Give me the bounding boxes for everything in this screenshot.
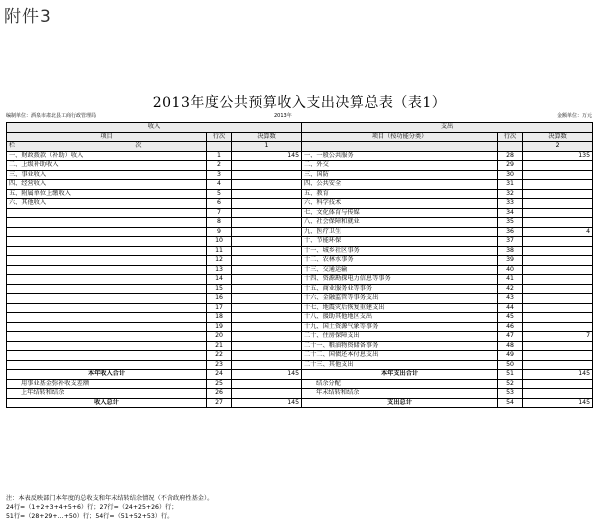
col-header-item-exp: 项目（按功能分类） bbox=[302, 132, 498, 142]
column-header-row bbox=[7, 132, 593, 142]
expense-amount bbox=[523, 208, 593, 218]
table-row bbox=[7, 313, 593, 323]
income-total-item: 收入总计 bbox=[7, 398, 207, 408]
expense-item: 二十二、国债还本付息支出 bbox=[302, 351, 498, 361]
income-item bbox=[7, 284, 207, 294]
expense-amount bbox=[523, 322, 593, 332]
year-label: 2013年 bbox=[274, 113, 292, 119]
income-item bbox=[7, 332, 207, 342]
income-amount bbox=[232, 322, 302, 332]
expense-item: 十八、援助其他地区支出 bbox=[302, 313, 498, 323]
expense-line: 37 bbox=[498, 237, 523, 247]
col-index-2: 2 bbox=[523, 142, 593, 152]
table-row bbox=[7, 303, 593, 313]
expense-item: 二十三、其他支出 bbox=[302, 360, 498, 370]
income-line: 3 bbox=[207, 170, 232, 180]
expense-total-item: 年末结转和结余 bbox=[302, 389, 498, 399]
income-line: 13 bbox=[207, 265, 232, 275]
expense-line: 44 bbox=[498, 303, 523, 313]
table-row bbox=[7, 170, 593, 180]
income-amount bbox=[232, 332, 302, 342]
col-header-line: 行次 bbox=[207, 132, 232, 142]
table-row bbox=[7, 256, 593, 266]
note-line: 51行=（28+29+…+50）行；54行=（51+52+53）行。 bbox=[6, 513, 174, 520]
expense-item: 二、外交 bbox=[302, 161, 498, 171]
income-total-amount: 145 bbox=[232, 398, 302, 408]
expense-section-header: 支出 bbox=[302, 123, 593, 133]
income-amount bbox=[232, 303, 302, 313]
expense-amount bbox=[523, 360, 593, 370]
expense-total-item: 本年支出合计 bbox=[302, 370, 498, 380]
expense-line: 33 bbox=[498, 199, 523, 209]
expense-item: 五、教育 bbox=[302, 189, 498, 199]
expense-total-line: 53 bbox=[498, 389, 523, 399]
expense-line: 41 bbox=[498, 275, 523, 285]
table-row bbox=[7, 180, 593, 190]
expense-line: 34 bbox=[498, 208, 523, 218]
income-item bbox=[7, 218, 207, 228]
income-total-line: 25 bbox=[207, 379, 232, 389]
total-row bbox=[7, 379, 593, 389]
income-item: 二、上级补助收入 bbox=[7, 161, 207, 171]
income-amount bbox=[232, 227, 302, 237]
income-line: 6 bbox=[207, 199, 232, 209]
expense-item: 十九、国土资源气象等事务 bbox=[302, 322, 498, 332]
attachment-label: 附件3 bbox=[4, 7, 52, 27]
income-total-item: 上年结转和结余 bbox=[7, 389, 207, 399]
currency-label: 金额单位：万元 bbox=[556, 113, 592, 119]
col-index-blank bbox=[302, 142, 498, 152]
income-total-item: 本年收入合计 bbox=[7, 370, 207, 380]
table-row bbox=[7, 151, 593, 161]
expense-item: 十四、资源勘探电力信息等事务 bbox=[302, 275, 498, 285]
table-row bbox=[7, 227, 593, 237]
expense-line: 38 bbox=[498, 246, 523, 256]
income-amount bbox=[232, 189, 302, 199]
income-line: 22 bbox=[207, 351, 232, 361]
income-line: 5 bbox=[207, 189, 232, 199]
income-amount bbox=[232, 284, 302, 294]
notes bbox=[6, 494, 213, 521]
table-row bbox=[7, 246, 593, 256]
income-line: 19 bbox=[207, 322, 232, 332]
expense-item: 七、文化体育与传媒 bbox=[302, 208, 498, 218]
income-amount bbox=[232, 360, 302, 370]
expense-item: 一、一般公共服务 bbox=[302, 151, 498, 161]
expense-amount bbox=[523, 180, 593, 190]
income-amount bbox=[232, 265, 302, 275]
income-line: 17 bbox=[207, 303, 232, 313]
income-amount bbox=[232, 161, 302, 171]
expense-total-amount: 145 bbox=[523, 398, 593, 408]
expense-amount: 4 bbox=[523, 227, 593, 237]
expense-amount bbox=[523, 237, 593, 247]
income-amount bbox=[232, 246, 302, 256]
table-row bbox=[7, 208, 593, 218]
expense-item: 十三、交通运输 bbox=[302, 265, 498, 275]
col-header-line-exp: 行次 bbox=[498, 132, 523, 142]
income-item bbox=[7, 351, 207, 361]
income-item bbox=[7, 265, 207, 275]
income-item bbox=[7, 313, 207, 323]
expense-line: 40 bbox=[498, 265, 523, 275]
expense-line: 28 bbox=[498, 151, 523, 161]
income-line: 11 bbox=[207, 246, 232, 256]
income-total-line: 24 bbox=[207, 370, 232, 380]
income-total-item: 用事业基金弥补收支差额 bbox=[7, 379, 207, 389]
income-line: 20 bbox=[207, 332, 232, 342]
col-sub-right: 次 bbox=[135, 142, 142, 149]
expense-item: 十六、金融监管等事务支出 bbox=[302, 294, 498, 304]
expense-total-amount: 145 bbox=[523, 370, 593, 380]
expense-item: 十、节能环保 bbox=[302, 237, 498, 247]
expense-amount bbox=[523, 189, 593, 199]
table-row bbox=[7, 360, 593, 370]
expense-item: 四、公共安全 bbox=[302, 180, 498, 190]
expense-amount bbox=[523, 246, 593, 256]
col-index-blank bbox=[207, 142, 232, 152]
expense-amount bbox=[523, 265, 593, 275]
col-index-blank bbox=[498, 142, 523, 152]
income-line: 4 bbox=[207, 180, 232, 190]
income-item: 五、附属单位上缴收入 bbox=[7, 189, 207, 199]
income-line: 10 bbox=[207, 237, 232, 247]
table-row bbox=[7, 294, 593, 304]
income-line: 1 bbox=[207, 151, 232, 161]
income-item bbox=[7, 341, 207, 351]
expense-item: 十五、商业服务业等事务 bbox=[302, 284, 498, 294]
income-amount bbox=[232, 208, 302, 218]
expense-line: 49 bbox=[498, 351, 523, 361]
income-line: 16 bbox=[207, 294, 232, 304]
col-index-1: 1 bbox=[232, 142, 302, 152]
expense-item: 三、国防 bbox=[302, 170, 498, 180]
total-row bbox=[7, 389, 593, 399]
col-header-amount-exp: 决算数 bbox=[523, 132, 593, 142]
expense-line: 39 bbox=[498, 256, 523, 266]
expense-item: 九、医疗卫生 bbox=[302, 227, 498, 237]
income-item bbox=[7, 256, 207, 266]
expense-total-amount bbox=[523, 389, 593, 399]
expense-amount bbox=[523, 199, 593, 209]
income-amount bbox=[232, 218, 302, 228]
expense-line: 29 bbox=[498, 161, 523, 171]
income-item bbox=[7, 208, 207, 218]
income-line: 12 bbox=[207, 256, 232, 266]
income-line: 23 bbox=[207, 360, 232, 370]
table-row bbox=[7, 322, 593, 332]
table-row bbox=[7, 351, 593, 361]
table-row bbox=[7, 189, 593, 199]
income-item bbox=[7, 322, 207, 332]
income-total-line: 27 bbox=[207, 398, 232, 408]
expense-item: 二十、住房保障支出 bbox=[302, 332, 498, 342]
income-amount bbox=[232, 341, 302, 351]
income-item bbox=[7, 227, 207, 237]
section-header-row bbox=[7, 123, 593, 133]
income-line: 18 bbox=[207, 313, 232, 323]
income-item bbox=[7, 360, 207, 370]
expense-total-line: 51 bbox=[498, 370, 523, 380]
expense-line: 50 bbox=[498, 360, 523, 370]
expense-amount: 135 bbox=[523, 151, 593, 161]
income-amount bbox=[232, 351, 302, 361]
expense-amount bbox=[523, 284, 593, 294]
income-total-line: 26 bbox=[207, 389, 232, 399]
table-row bbox=[7, 199, 593, 209]
expense-line: 32 bbox=[498, 189, 523, 199]
income-line: 21 bbox=[207, 341, 232, 351]
expense-line: 43 bbox=[498, 294, 523, 304]
expense-line: 42 bbox=[498, 284, 523, 294]
income-amount bbox=[232, 275, 302, 285]
expense-line: 47 bbox=[498, 332, 523, 342]
income-item: 三、事业收入 bbox=[7, 170, 207, 180]
expense-item: 八、社会保障和就业 bbox=[302, 218, 498, 228]
income-item bbox=[7, 275, 207, 285]
expense-amount bbox=[523, 351, 593, 361]
page-title: 2013年度公共预算收入支出决算总表（表1） bbox=[152, 95, 447, 111]
income-total-amount bbox=[232, 389, 302, 399]
expense-line: 36 bbox=[498, 227, 523, 237]
income-item bbox=[7, 294, 207, 304]
income-line: 14 bbox=[207, 275, 232, 285]
income-line: 8 bbox=[207, 218, 232, 228]
income-item bbox=[7, 237, 207, 247]
table-row bbox=[7, 275, 593, 285]
table-row bbox=[7, 218, 593, 228]
expense-item: 六、科学技术 bbox=[302, 199, 498, 209]
expense-item: 二十一、粮油物资储备事务 bbox=[302, 341, 498, 351]
col-header-amount: 决算数 bbox=[232, 132, 302, 142]
expense-amount bbox=[523, 294, 593, 304]
expense-total-amount bbox=[523, 379, 593, 389]
income-line: 7 bbox=[207, 208, 232, 218]
income-total-amount: 145 bbox=[232, 370, 302, 380]
income-line: 9 bbox=[207, 227, 232, 237]
budget-table bbox=[6, 122, 593, 408]
income-item bbox=[7, 246, 207, 256]
income-amount bbox=[232, 237, 302, 247]
col-index-label bbox=[7, 142, 207, 152]
income-amount bbox=[232, 199, 302, 209]
expense-total-line: 52 bbox=[498, 379, 523, 389]
income-amount bbox=[232, 180, 302, 190]
expense-amount bbox=[523, 170, 593, 180]
expense-item: 十一、城乡社区事务 bbox=[302, 246, 498, 256]
income-amount: 145 bbox=[232, 151, 302, 161]
unit-label: 编制单位：酒泉市肃北县工商行政管理局 bbox=[6, 113, 97, 119]
expense-amount bbox=[523, 341, 593, 351]
expense-line: 35 bbox=[498, 218, 523, 228]
expense-amount bbox=[523, 303, 593, 313]
table-row bbox=[7, 332, 593, 342]
expense-amount bbox=[523, 275, 593, 285]
expense-amount bbox=[523, 218, 593, 228]
income-item bbox=[7, 303, 207, 313]
income-amount bbox=[232, 170, 302, 180]
col-sub-left: 栏 bbox=[9, 142, 16, 149]
expense-item: 十二、农林水事务 bbox=[302, 256, 498, 266]
table-row bbox=[7, 237, 593, 247]
expense-line: 30 bbox=[498, 170, 523, 180]
expense-line: 46 bbox=[498, 322, 523, 332]
income-line: 15 bbox=[207, 284, 232, 294]
income-line: 2 bbox=[207, 161, 232, 171]
income-amount bbox=[232, 256, 302, 266]
total-row bbox=[7, 398, 593, 408]
expense-total-item: 支出总计 bbox=[302, 398, 498, 408]
income-section-header: 收入 bbox=[7, 123, 302, 133]
expense-amount bbox=[523, 256, 593, 266]
income-total-amount bbox=[232, 379, 302, 389]
income-amount bbox=[232, 313, 302, 323]
column-index-row bbox=[7, 142, 593, 152]
expense-line: 48 bbox=[498, 341, 523, 351]
table-row bbox=[7, 284, 593, 294]
expense-total-line: 54 bbox=[498, 398, 523, 408]
expense-line: 31 bbox=[498, 180, 523, 190]
table-row bbox=[7, 265, 593, 275]
note-line: 注：本表反映部门本年度的总收支和年末结转结余情况（不含政府性基金）。 bbox=[6, 495, 214, 502]
expense-line: 45 bbox=[498, 313, 523, 323]
total-row bbox=[7, 370, 593, 380]
income-item: 四、经营收入 bbox=[7, 180, 207, 190]
col-header-item: 项目 bbox=[7, 132, 207, 142]
meta-line bbox=[6, 112, 592, 120]
table-row bbox=[7, 341, 593, 351]
expense-item: 十七、地震灾后恢复重建支出 bbox=[302, 303, 498, 313]
table-row bbox=[7, 161, 593, 171]
expense-amount bbox=[523, 161, 593, 171]
income-amount bbox=[232, 294, 302, 304]
income-item: 一、财政拨款（补助）收入 bbox=[7, 151, 207, 161]
note-line: 24行=（1+2+3+4+5+6）行；27行=（24+25+26）行； bbox=[6, 504, 178, 511]
expense-amount bbox=[523, 313, 593, 323]
income-item: 六、其他收入 bbox=[7, 199, 207, 209]
expense-total-item: 结余分配 bbox=[302, 379, 498, 389]
expense-amount: 7 bbox=[523, 332, 593, 342]
